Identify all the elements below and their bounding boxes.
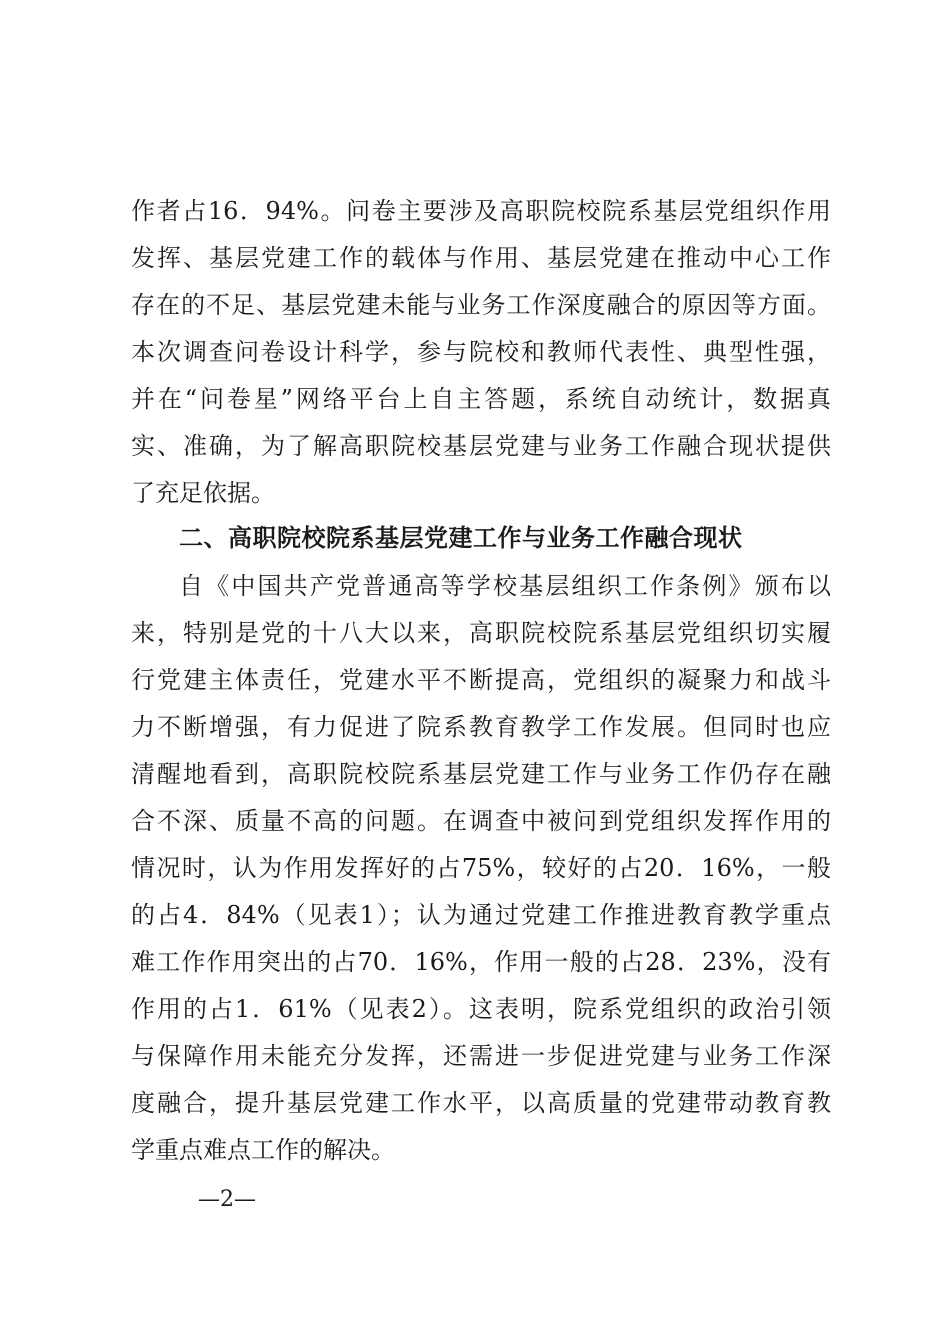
paragraph-1-line-3: 存在的不足、基层党建未能与业务工作深度融合的原因等方面。 [131, 291, 831, 319]
paragraph-2-line-12: 度融合，提升基层党建工作水平，以高质量的党建带动教育教 [131, 1089, 831, 1117]
paragraph-2-line-7: 情况时，认为作用发挥好的占75%，较好的占20．16%，一般 [131, 854, 831, 882]
paragraph-2-line-10: 作用的占1．61%（见表2）。这表明，院系党组织的政治引领 [131, 995, 831, 1023]
paragraph-2-line-2: 来，特别是党的十八大以来，高职院校院系基层党组织切实履 [131, 619, 831, 647]
paragraph-2-line-11: 与保障作用未能充分发挥，还需进一步促进党建与业务工作深 [131, 1042, 831, 1070]
paragraph-2-line-3: 行党建主体责任，党建水平不断提高，党组织的凝聚力和战斗 [131, 666, 831, 694]
paragraph-1-line-2: 发挥、基层党建工作的载体与作用、基层党建在推动中心工作 [131, 244, 831, 272]
paragraph-1-line-1: 作者占16．94%。问卷主要涉及高职院校院系基层党组织作用 [131, 197, 831, 225]
paragraph-1-line-6: 实、准确，为了解高职院校基层党建与业务工作融合现状提供 [131, 432, 831, 460]
paragraph-1-line-5: 并在“问卷星”网络平台上自主答题，系统自动统计，数据真 [131, 385, 831, 413]
paragraph-1-line-7: 了充足依据。 [131, 479, 275, 507]
paragraph-2-line-6: 合不深、质量不高的问题。在调查中被问到党组织发挥作用的 [131, 807, 831, 835]
paragraph-2-line-4: 力不断增强，有力促进了院系教育教学工作发展。但同时也应 [131, 713, 831, 741]
paragraph-2-line-5: 清醒地看到，高职院校院系基层党建工作与业务工作仍存在融 [131, 760, 831, 788]
page-number: —2— [198, 1187, 256, 1212]
section-heading: 二、高职院校院系基层党建工作与业务工作融合现状 [179, 524, 743, 552]
paragraph-1-line-4: 本次调查问卷设计科学，参与院校和教师代表性、典型性强， [131, 338, 831, 366]
paragraph-2-line-13: 学重点难点工作的解决。 [131, 1136, 395, 1164]
paragraph-2-line-8: 的占4．84%（见表1）；认为通过党建工作推进教育教学重点 [131, 901, 831, 929]
paragraph-2-line-9: 难工作作用突出的占70．16%，作用一般的占28．23%，没有 [131, 948, 831, 976]
paragraph-2-line-1: 自《中国共产党普通高等学校基层组织工作条例》颁布以 [179, 572, 831, 600]
